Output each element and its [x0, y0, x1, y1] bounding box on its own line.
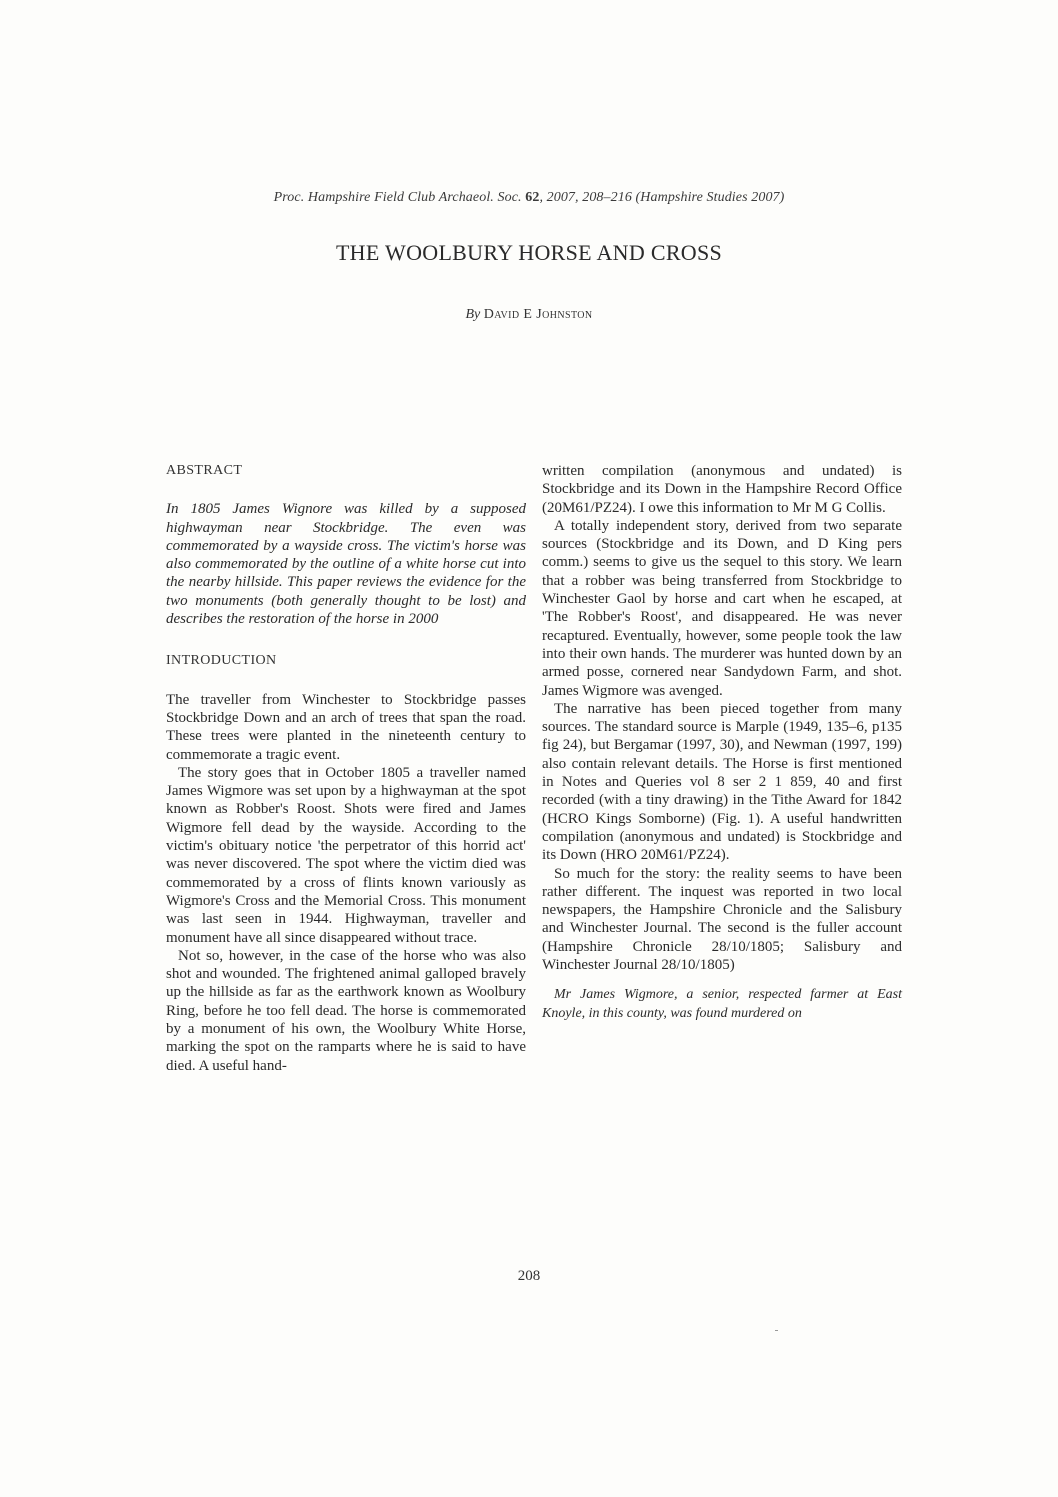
right-paragraph-2: A totally independent story, derived from two separate sources (Stockbridge and its Down, and D King pers comm.) seems to give us the sequel to this story. We learn that a robber was being transferred from Stockbridge to Winchester Gaol by horse and cart when he escaped, at 'The Robber's Roost', and disappeared. He was never recaptured. Eventually, however, some people took the law into their own hands. The murderer was hunted down by an armed posse, cornered near Sandydown Farm, and shot. James Wigmore was avenged.	[542, 517, 902, 699]
abstract-text: In 1805 James Wignore was killed by a supposed highwayman near Stockbridge. The even was commemorated by a wayside cross. The victim's horse was also commemorated by the outline of a white horse cut into the nearby hillside. This paper reviews the evidence for the two monuments (both generally thought to be lost) and describes the restoration of the horse in 2000	[166, 501, 526, 628]
author-name: David E Johnston	[483, 307, 593, 322]
intro-paragraph-2: The story goes that in October 1805 a traveller named James Wigmore was set upon by a highwayman at the spot known as Robber's Roost. Shots were fired and James Wigmore fell dead by the wayside. According to the victim's obituary notice 'the perpetrator of this horrid act' was never discovered. The spot where the victim died was commemorated by a cross of flints known variously as Wigmore's Cross and the Memorial Cross. This monument was last seen in 1944. Highwayman, traveller and monument have all since disappeared without trace.	[166, 764, 526, 946]
left-column	[166, 462, 526, 1075]
right-paragraph-4: So much for the story: the reality seems to have been rather different. The inquest was reported in two local newspapers, the Hampshire Chronicle and the Salisbury and Winchester Journal. The second is the fuller account (Hampshire Chronicle 28/10/1805; Salisbury and Winchester Journal 28/10/1805)	[542, 865, 902, 974]
journal-citation	[0, 190, 1058, 206]
citation-prefix: Proc. Hampshire Field Club Archaeol. Soc.	[273, 190, 522, 205]
byline-by: By	[465, 307, 481, 322]
citation-suffix: , 2007, 208–216 (Hampshire Studies 2007)	[539, 190, 785, 205]
right-paragraph-3: The narrative has been pieced together from many sources. The standard source is Marple (1949, 135–6, p135 fig 24), but Bergamar (1997, 30), and Newman (1997, 199) also contain relevant details. The Horse is first mentioned in Notes and Queries vol 8 ser 2 1 859, 40 and first recorded (with a tiny drawing) in the Tithe Award for 1842 (HCRO Kings Somborne) (Fig. 1). A useful handwritten compilation (anonymous and undated) is Stockbridge and its Down (HRO 20M61/PZ24).	[542, 700, 902, 864]
page-number: 208	[517, 1268, 541, 1284]
intro-paragraph-1: The traveller from Winchester to Stockbridge passes Stockbridge Down and an arch of trees that span the road. These trees were planted in the nineteenth century to commemorate a tragic event.	[166, 691, 526, 763]
article-title: THE WOOLBURY HORSE AND CROSS	[335, 240, 723, 265]
introduction-heading: INTRODUCTION	[166, 653, 277, 669]
right-paragraph-1: written compilation (anonymous and undated) is Stockbridge and its Down in the Hampshire Record Office (20M61/PZ24). I owe this information to Mr M G Collis.	[542, 463, 902, 516]
intro-paragraph-3: Not so, however, in the case of the horse who was also shot and wounded. The frightened animal galloped bravely up the hillside as far as the earthwork known as Woolbury Ring, before he too fell dead. The horse is commemorated by a monument of his own, the Woolbury White Horse, marking the spot on the ramparts where he is said to have died. A useful hand-	[166, 947, 526, 1074]
abstract-heading: ABSTRACT	[166, 463, 243, 478]
scan-mark	[775, 1330, 778, 1331]
citation-volume: 62	[525, 190, 540, 205]
right-column	[542, 462, 902, 1023]
newspaper-quote: Mr James Wigmore, a senior, respected farmer at East Knoyle, in this county, was found murdered on	[542, 987, 902, 1021]
byline	[0, 307, 1058, 323]
